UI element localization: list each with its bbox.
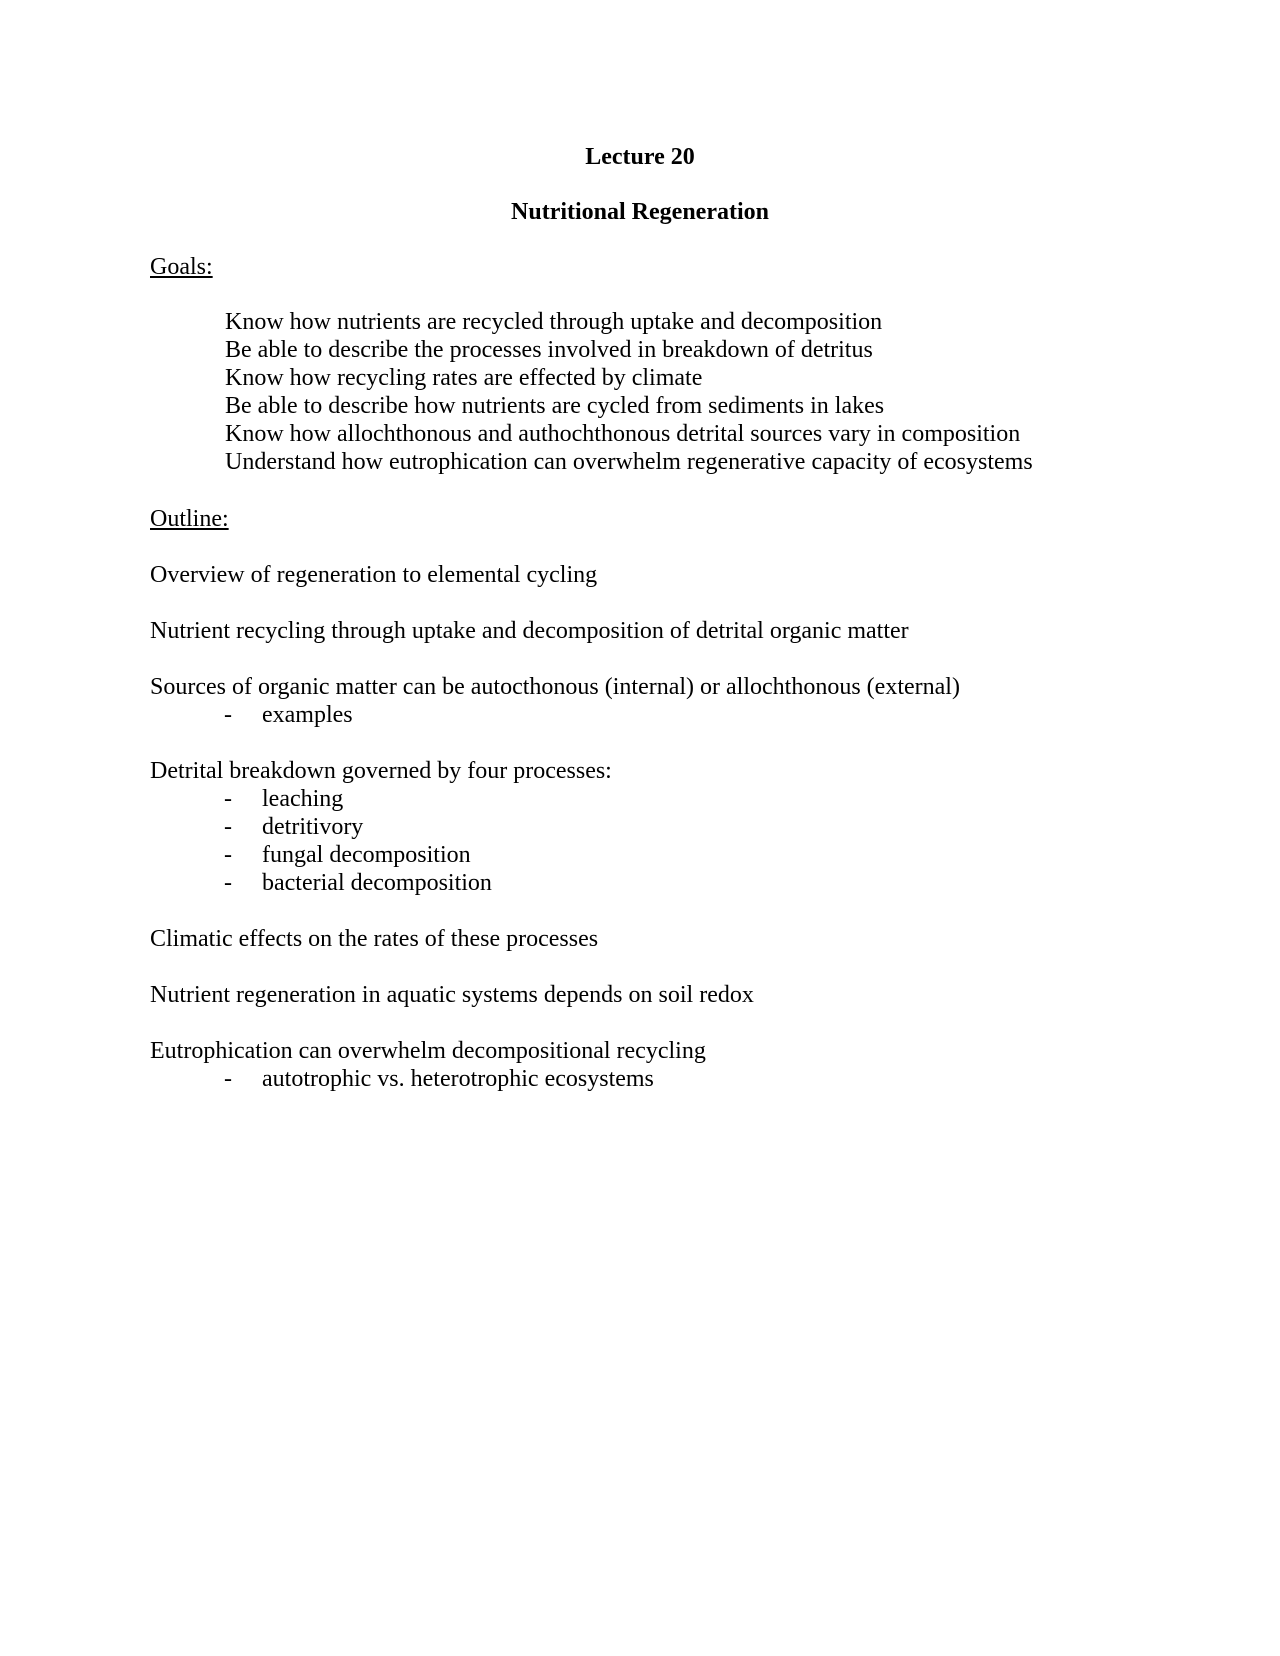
bullet-dash: - bbox=[224, 1066, 232, 1092]
outline-item-breakdown: Detrital breakdown governed by four processes: bbox=[150, 758, 612, 784]
goal-item: Know how nutrients are recycled through uptake and decomposition bbox=[225, 309, 883, 335]
bullet-dash: - bbox=[224, 786, 232, 812]
sub-item: fungal decomposition bbox=[262, 842, 471, 868]
sub-item: autotrophic vs. heterotrophic ecosystems bbox=[262, 1066, 654, 1092]
lecture-title: Lecture 20 bbox=[585, 144, 695, 170]
outline-item-recycling: Nutrient recycling through uptake and decomposition of detrital organic matter bbox=[150, 618, 909, 644]
goal-item: Be able to describe how nutrients are cycled from sediments in lakes bbox=[225, 393, 885, 419]
sub-item: bacterial decomposition bbox=[262, 870, 492, 896]
bullet-dash: - bbox=[224, 702, 232, 728]
sub-item: examples bbox=[262, 702, 353, 728]
outline-item-overview: Overview of regeneration to elemental cycling bbox=[150, 562, 598, 588]
outline-item-aquatic: Nutrient regeneration in aquatic systems depends on soil redox bbox=[150, 982, 754, 1008]
bullet-dash: - bbox=[224, 814, 232, 840]
goal-item: Know how allochthonous and authochthonous detrital sources vary in composition bbox=[225, 421, 1021, 447]
goals-heading: Goals: bbox=[150, 254, 213, 280]
outline-item-eutrophication: Eutrophication can overwhelm decompositional recycling bbox=[150, 1038, 706, 1064]
sub-item: leaching bbox=[262, 786, 344, 812]
outline-item-sources: Sources of organic matter can be autocthonous (internal) or allochthonous (external) bbox=[150, 674, 960, 700]
bullet-dash: - bbox=[224, 870, 232, 896]
outline-heading: Outline: bbox=[150, 506, 229, 532]
goal-item: Understand how eutrophication can overwhelm regenerative capacity of ecosystems bbox=[225, 449, 1033, 475]
lecture-subtitle: Nutritional Regeneration bbox=[511, 199, 769, 225]
bullet-dash: - bbox=[224, 842, 232, 868]
sub-item: detritivory bbox=[262, 814, 364, 840]
goal-item: Know how recycling rates are effected by climate bbox=[225, 365, 703, 391]
goal-item: Be able to describe the processes involved in breakdown of detritus bbox=[225, 337, 873, 363]
outline-item-climatic: Climatic effects on the rates of these processes bbox=[150, 926, 599, 952]
